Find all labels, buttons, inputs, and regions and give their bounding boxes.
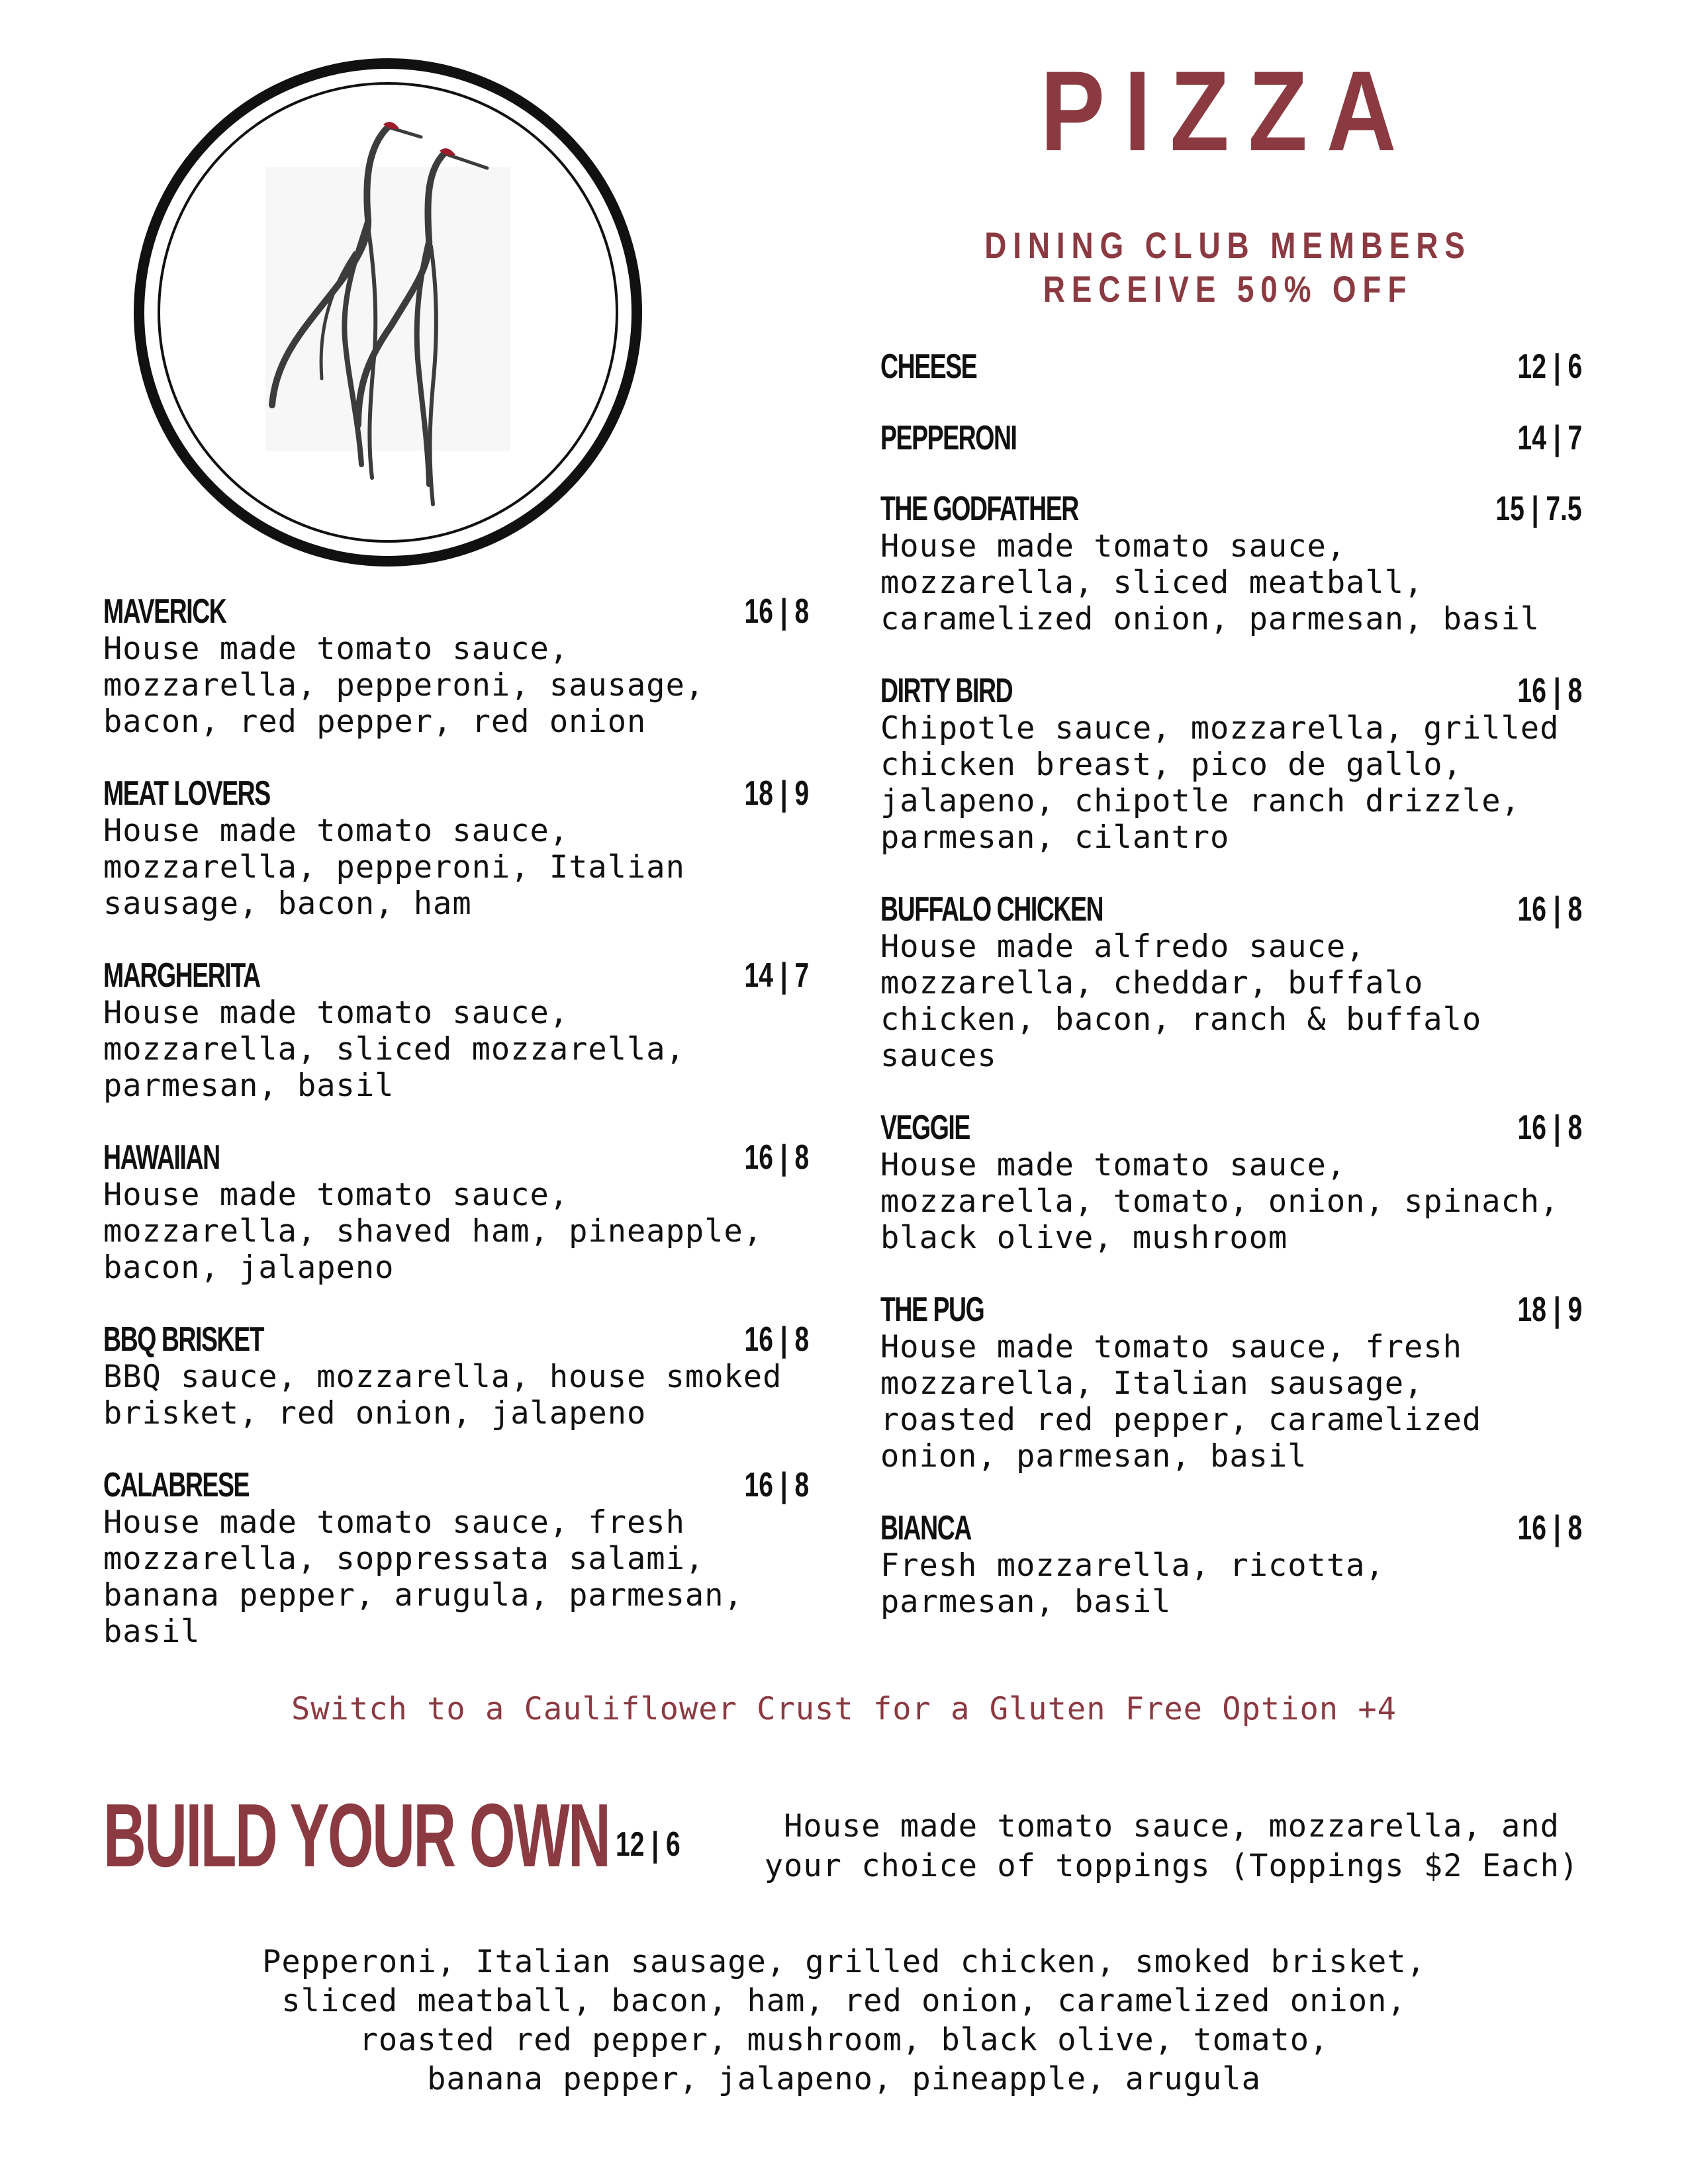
menu-item-bianca bbox=[880, 1509, 1582, 1620]
item-description: Fresh mozzarella, ricotta, parmesan, basil bbox=[880, 1547, 1385, 1620]
item-price: 16 | 8 bbox=[744, 1466, 809, 1504]
item-description: House made alfredo sauce, mozzarella, cheddar, buffalo chicken, bacon, ranch & buffalo sauces bbox=[880, 929, 1482, 1074]
item-name: MEAT LOVERS bbox=[103, 774, 270, 813]
item-price: 14 | 7 bbox=[744, 956, 809, 995]
item-description: House made tomato sauce, mozzarella, tomato, onion, spinach, black olive, mushroom bbox=[880, 1147, 1560, 1256]
toppings-list bbox=[0, 1942, 1688, 2099]
item-name: BUFFALO CHICKEN bbox=[880, 890, 1103, 929]
item-price: 16 | 8 bbox=[744, 1320, 809, 1359]
item-description: House made tomato sauce, fresh mozzarella, Italian sausage, roasted red pepper, caramelized onion, parmesan, basil bbox=[880, 1329, 1482, 1475]
menu-item-veggie bbox=[880, 1109, 1582, 1256]
item-name: BBQ BRISKET bbox=[103, 1320, 264, 1359]
item-price: 18 | 9 bbox=[744, 774, 809, 813]
item-description: House made tomato sauce, mozzarella, sliced meatball, caramelized onion, parmesan, basil bbox=[880, 528, 1540, 637]
item-name: THE PUG bbox=[880, 1291, 984, 1329]
page-title: PIZZA bbox=[1040, 48, 1416, 175]
item-name: BIANCA bbox=[880, 1509, 971, 1547]
item-name: DIRTY BIRD bbox=[880, 672, 1013, 710]
menu-item-meat-lovers bbox=[103, 774, 809, 922]
toppings-line: Pepperoni, Italian sausage, grilled chicken, smoked brisket, bbox=[262, 1944, 1426, 1980]
promo-line: DINING CLUB MEMBERS bbox=[984, 224, 1472, 266]
item-description: House made tomato sauce, mozzarella, sliced mozzarella, parmesan, basil bbox=[103, 995, 685, 1104]
build-your-own-description: House made tomato sauce, mozzarella, and your choice of toppings (Toppings $2 Each) bbox=[764, 1808, 1579, 1884]
item-price: 18 | 9 bbox=[1517, 1291, 1582, 1329]
menu-item-the-pug bbox=[880, 1291, 1582, 1475]
menu-item-calabrese bbox=[103, 1466, 809, 1650]
menu-item-the-godfather bbox=[880, 490, 1582, 637]
build-your-own-price: 12 | 6 bbox=[616, 1825, 680, 1864]
item-name: THE GODFATHER bbox=[880, 490, 1078, 528]
sandhill-cranes-icon bbox=[130, 54, 646, 570]
item-name: MARGHERITA bbox=[103, 956, 260, 995]
item-price: 12 | 6 bbox=[1517, 347, 1582, 386]
item-price: 16 | 8 bbox=[744, 592, 809, 631]
item-price: 15 | 7.5 bbox=[1495, 490, 1582, 528]
item-description: BBQ sauce, mozzarella, house smoked brisket, red onion, jalapeno bbox=[103, 1359, 782, 1432]
toppings-line: banana pepper, jalapeno, pineapple, arugula bbox=[427, 2061, 1261, 2097]
item-description: Chipotle sauce, mozzarella, grilled chicken breast, pico de gallo, jalapeno, chipotle ranch drizzle, parmesan, cilantro bbox=[880, 710, 1560, 856]
item-description: House made tomato sauce, mozzarella, pepperoni, Italian sausage, bacon, ham bbox=[103, 813, 685, 922]
menu-item-dirty-bird bbox=[880, 672, 1582, 856]
item-name: CALABRESE bbox=[103, 1466, 250, 1504]
build-your-own-title: BUILD YOUR OWN bbox=[103, 1785, 610, 1886]
item-description: House made tomato sauce, mozzarella, shaved ham, pineapple, bacon, jalapeno bbox=[103, 1177, 763, 1286]
menu-item-bbq-brisket bbox=[103, 1320, 809, 1432]
item-price: 16 | 8 bbox=[1517, 1509, 1582, 1547]
item-price: 14 | 7 bbox=[1517, 419, 1582, 457]
gluten-free-note: Switch to a Cauliflower Crust for a Gluten Free Option +4 bbox=[291, 1691, 1397, 1727]
item-name: CHEESE bbox=[880, 347, 977, 386]
item-description: House made tomato sauce, mozzarella, pepperoni, sausage, bacon, red pepper, red onion bbox=[103, 631, 705, 740]
item-name: HAWAIIAN bbox=[103, 1138, 220, 1177]
item-name: PEPPERONI bbox=[880, 419, 1017, 457]
toppings-line: sliced meatball, bacon, ham, red onion, caramelized onion, bbox=[281, 1983, 1407, 2019]
item-description: House made tomato sauce, fresh mozzarella, soppressata salami, banana pepper, arugula, parmesan, basil bbox=[103, 1504, 743, 1650]
item-name: MAVERICK bbox=[103, 592, 226, 631]
item-price: 16 | 8 bbox=[744, 1138, 809, 1177]
item-name: VEGGIE bbox=[880, 1109, 970, 1147]
item-price: 16 | 8 bbox=[1517, 672, 1582, 710]
promo-line: RECEIVE 50% OFF bbox=[1043, 268, 1413, 310]
toppings-line: roasted red pepper, mushroom, black olive, tomato, bbox=[359, 2022, 1329, 2058]
menu-item-margherita bbox=[103, 956, 809, 1104]
item-price: 16 | 8 bbox=[1517, 1109, 1582, 1147]
item-price: 16 | 8 bbox=[1517, 890, 1582, 929]
menu-item-buffalo-chicken bbox=[880, 890, 1582, 1074]
menu-item-hawaiian bbox=[103, 1138, 809, 1286]
menu-item-maverick bbox=[103, 592, 809, 740]
menu-item-cheese bbox=[880, 347, 1582, 386]
menu-item-pepperoni bbox=[880, 419, 1582, 457]
promo-banner bbox=[894, 224, 1562, 311]
